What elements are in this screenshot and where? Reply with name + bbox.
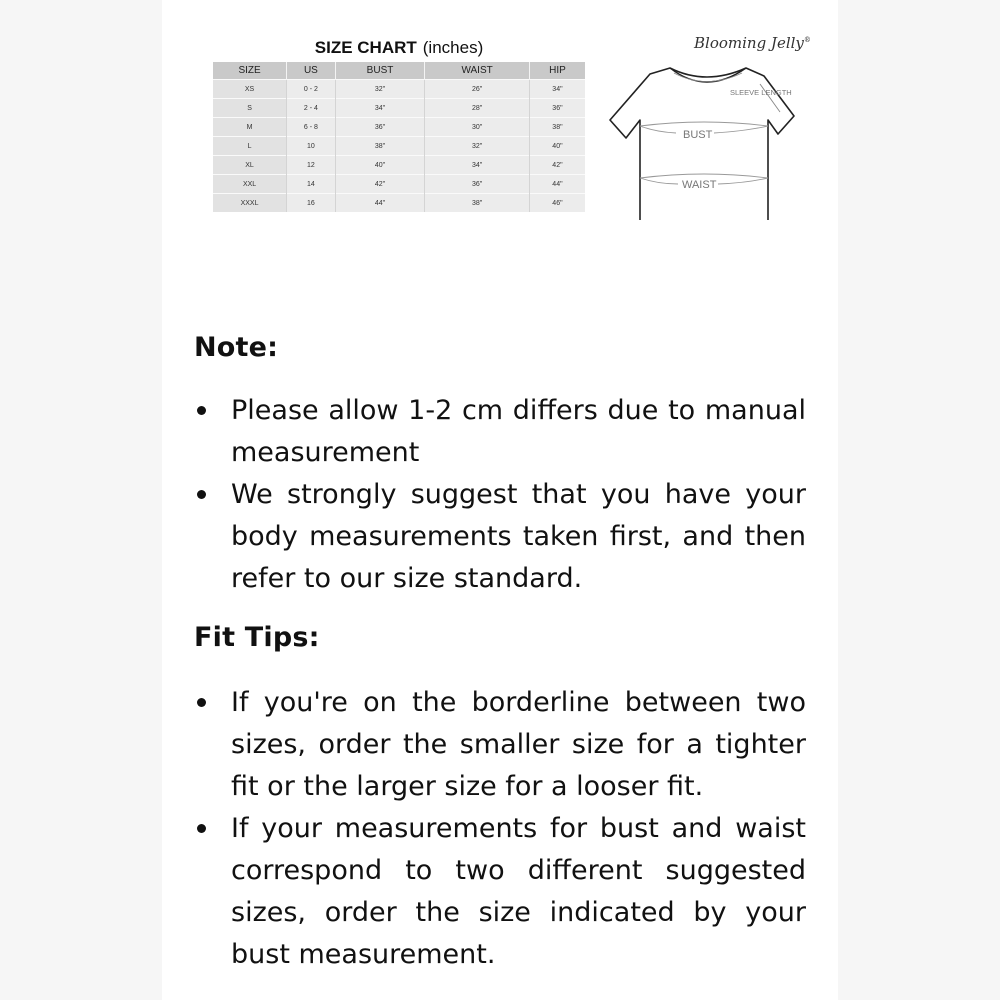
brand-name: Blooming Jelly [694, 34, 804, 52]
waist-line-bottom-right [718, 178, 768, 184]
waist-label: WAIST [682, 179, 717, 191]
table-cell: 38" [529, 118, 585, 137]
table-cell: 16 [287, 194, 336, 213]
table-cell: 14 [287, 175, 336, 194]
table-cell: 28" [425, 99, 530, 118]
table-row [213, 194, 585, 213]
column-header-bust: BUST [335, 62, 425, 80]
fit-tips-heading: Fit Tips: [194, 622, 320, 653]
table-cell: 38" [335, 137, 425, 156]
table-row [213, 80, 585, 99]
table-cell: 32" [425, 137, 530, 156]
table-cell: 44" [529, 175, 585, 194]
note-heading: Note: [194, 332, 279, 363]
table-row [213, 137, 585, 156]
table-cell: 32" [335, 80, 425, 99]
table-cell: 44" [335, 194, 425, 213]
table-cell: 30" [425, 118, 530, 137]
bust-line-bottom-right [714, 126, 768, 133]
fit-tips-list [194, 682, 806, 976]
size-chart-table [213, 62, 585, 212]
list-item: If your measurements for bust and waist correspond to two different suggested sizes, order the size indicated by your bust measurement. [194, 808, 806, 976]
table-cell: 42" [335, 175, 425, 194]
column-header-size: SIZE [213, 62, 287, 80]
table-cell: 42" [529, 156, 585, 175]
size-chart-header-row [213, 62, 585, 80]
table-row [213, 99, 585, 118]
table-row [213, 156, 585, 175]
table-cell: 34" [425, 156, 530, 175]
table-cell: 40" [335, 156, 425, 175]
bust-line-top [640, 122, 768, 126]
table-cell: S [213, 99, 287, 118]
table-cell: 34" [529, 80, 585, 99]
tshirt-collar [670, 68, 746, 82]
size-chart-title [213, 38, 585, 58]
table-cell: 36" [529, 99, 585, 118]
bust-line-bottom [640, 126, 676, 133]
table-cell: L [213, 137, 287, 156]
note-list [194, 390, 806, 600]
column-header-waist: WAIST [425, 62, 530, 80]
table-cell: XXL [213, 175, 287, 194]
tshirt-diagram [606, 64, 806, 220]
table-cell: 34" [335, 99, 425, 118]
table-cell: 26" [425, 80, 530, 99]
table-cell: 0 - 2 [287, 80, 336, 99]
table-row [213, 118, 585, 137]
table-cell: 12 [287, 156, 336, 175]
table-cell: 2 - 4 [287, 99, 336, 118]
column-header-hip: HIP [529, 62, 585, 80]
brand-registered-mark: ® [803, 36, 811, 44]
list-item: We strongly suggest that you have your body measurements taken first, and then refer to our size standard. [194, 474, 806, 600]
table-cell: 6 - 8 [287, 118, 336, 137]
table-cell: 10 [287, 137, 336, 156]
waist-line-bottom-left [640, 178, 678, 184]
size-chart-title-text: SIZE CHART [314, 38, 417, 57]
table-cell: M [213, 118, 287, 137]
list-item: Please allow 1-2 cm differs due to manual measurement [194, 390, 806, 474]
size-chart-unit: (inches) [422, 38, 484, 57]
table-cell: XS [213, 80, 287, 99]
table-cell: 36" [335, 118, 425, 137]
table-cell: 36" [425, 175, 530, 194]
bust-label: BUST [683, 129, 713, 141]
list-item: If you're on the borderline between two sizes, order the smaller size for a tighter fit or the larger size for a looser fit. [194, 682, 806, 808]
table-cell: 46" [529, 194, 585, 213]
table-cell: XL [213, 156, 287, 175]
table-cell: 38" [425, 194, 530, 213]
table-row [213, 175, 585, 194]
waist-line-top [640, 174, 768, 178]
sleeve-length-label: SLEEVE LENGTH [730, 88, 792, 97]
table-cell: XXXL [213, 194, 287, 213]
column-header-us: US [287, 62, 336, 80]
brand-logo [694, 34, 811, 52]
table-cell: 40" [529, 137, 585, 156]
